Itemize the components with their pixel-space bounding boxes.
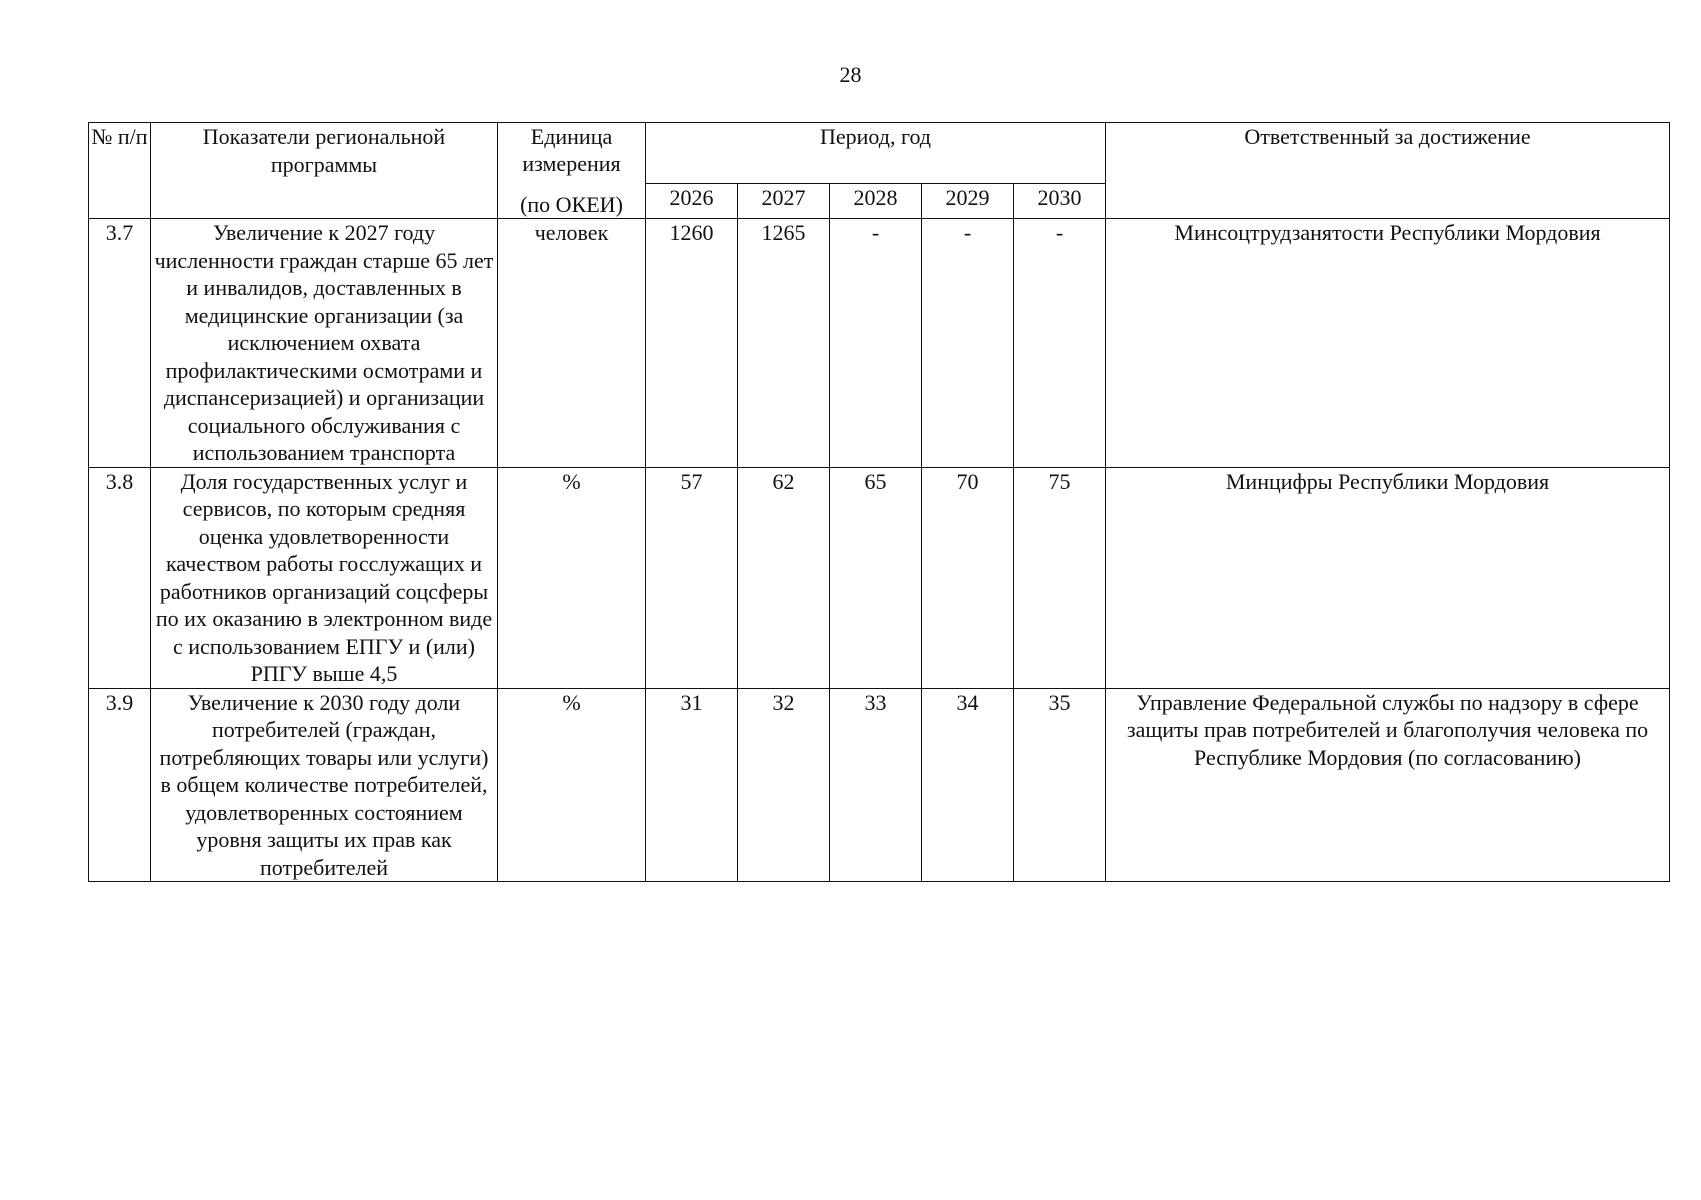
- indicators-table: [88, 122, 1670, 882]
- table-row: [89, 219, 1670, 468]
- header-year-2028: 2028: [830, 183, 922, 218]
- value-2027: 1265: [738, 219, 830, 468]
- row-number: 3.9: [89, 688, 151, 882]
- header-unit-label: Единица измерения: [522, 124, 621, 176]
- indicator-name: Увеличение к 2027 году численности граждан старше 65 лет и инвалидов, доставленных в медицинские организации (за исключением охвата профилактическими осмотрами и диспансеризацией) и организации социального обслуживания с использованием транспорта: [151, 219, 498, 468]
- header-year-2029: 2029: [922, 183, 1014, 218]
- indicator-name: Доля государственных услуг и сервисов, по которым средняя оценка удовлетворенности качеством работы госслужащих и работников организаций соцсферы по их оказанию в электронном виде с использованием ЕПГУ и (или) РПГУ выше 4,5: [151, 467, 498, 688]
- table-row: [89, 467, 1670, 688]
- header-responsible: Ответственный за достижение: [1106, 123, 1670, 219]
- value-2030: -: [1014, 219, 1106, 468]
- responsible-org: Минсоцтрудзанятости Республики Мордовия: [1106, 219, 1670, 468]
- row-number: 3.7: [89, 219, 151, 468]
- value-2026: 31: [646, 688, 738, 882]
- header-period: Период, год: [646, 123, 1106, 184]
- value-2027: 32: [738, 688, 830, 882]
- header-indicator-name: Показатели региональной программы: [151, 123, 498, 219]
- value-2027: 62: [738, 467, 830, 688]
- header-year-2027: 2027: [738, 183, 830, 218]
- value-2026: 57: [646, 467, 738, 688]
- header-year-2026: 2026: [646, 183, 738, 218]
- header-year-2030: 2030: [1014, 183, 1106, 218]
- header-num: № п/п: [89, 123, 151, 219]
- value-2026: 1260: [646, 219, 738, 468]
- responsible-org: Управление Федеральной службы по надзору в сфере защиты прав потребителей и благополучия человека по Республике Мордовия (по согласованию): [1106, 688, 1670, 882]
- value-2030: 75: [1014, 467, 1106, 688]
- page-number: 28: [839, 62, 862, 87]
- value-2030: 35: [1014, 688, 1106, 882]
- row-number: 3.8: [89, 467, 151, 688]
- table-row: [89, 688, 1670, 882]
- value-2029: 70: [922, 467, 1014, 688]
- unit-value: человек: [498, 219, 646, 468]
- unit-value: %: [498, 467, 646, 688]
- value-2029: -: [922, 219, 1014, 468]
- responsible-org: Минцифры Республики Мордовия: [1106, 467, 1670, 688]
- unit-value: %: [498, 688, 646, 882]
- value-2028: 65: [830, 467, 922, 688]
- header-unit-okei: (по ОКЕИ): [520, 192, 623, 217]
- value-2029: 34: [922, 688, 1014, 882]
- indicator-name: Увеличение к 2030 году доли потребителей (граждан, потребляющих товары или услуги) в общем количестве потребителей, удовлетворенных состоянием уровня защиты их прав как потребителей: [151, 688, 498, 882]
- value-2028: 33: [830, 688, 922, 882]
- header-row-1: [89, 123, 1670, 184]
- value-2028: -: [830, 219, 922, 468]
- header-unit: [498, 123, 646, 219]
